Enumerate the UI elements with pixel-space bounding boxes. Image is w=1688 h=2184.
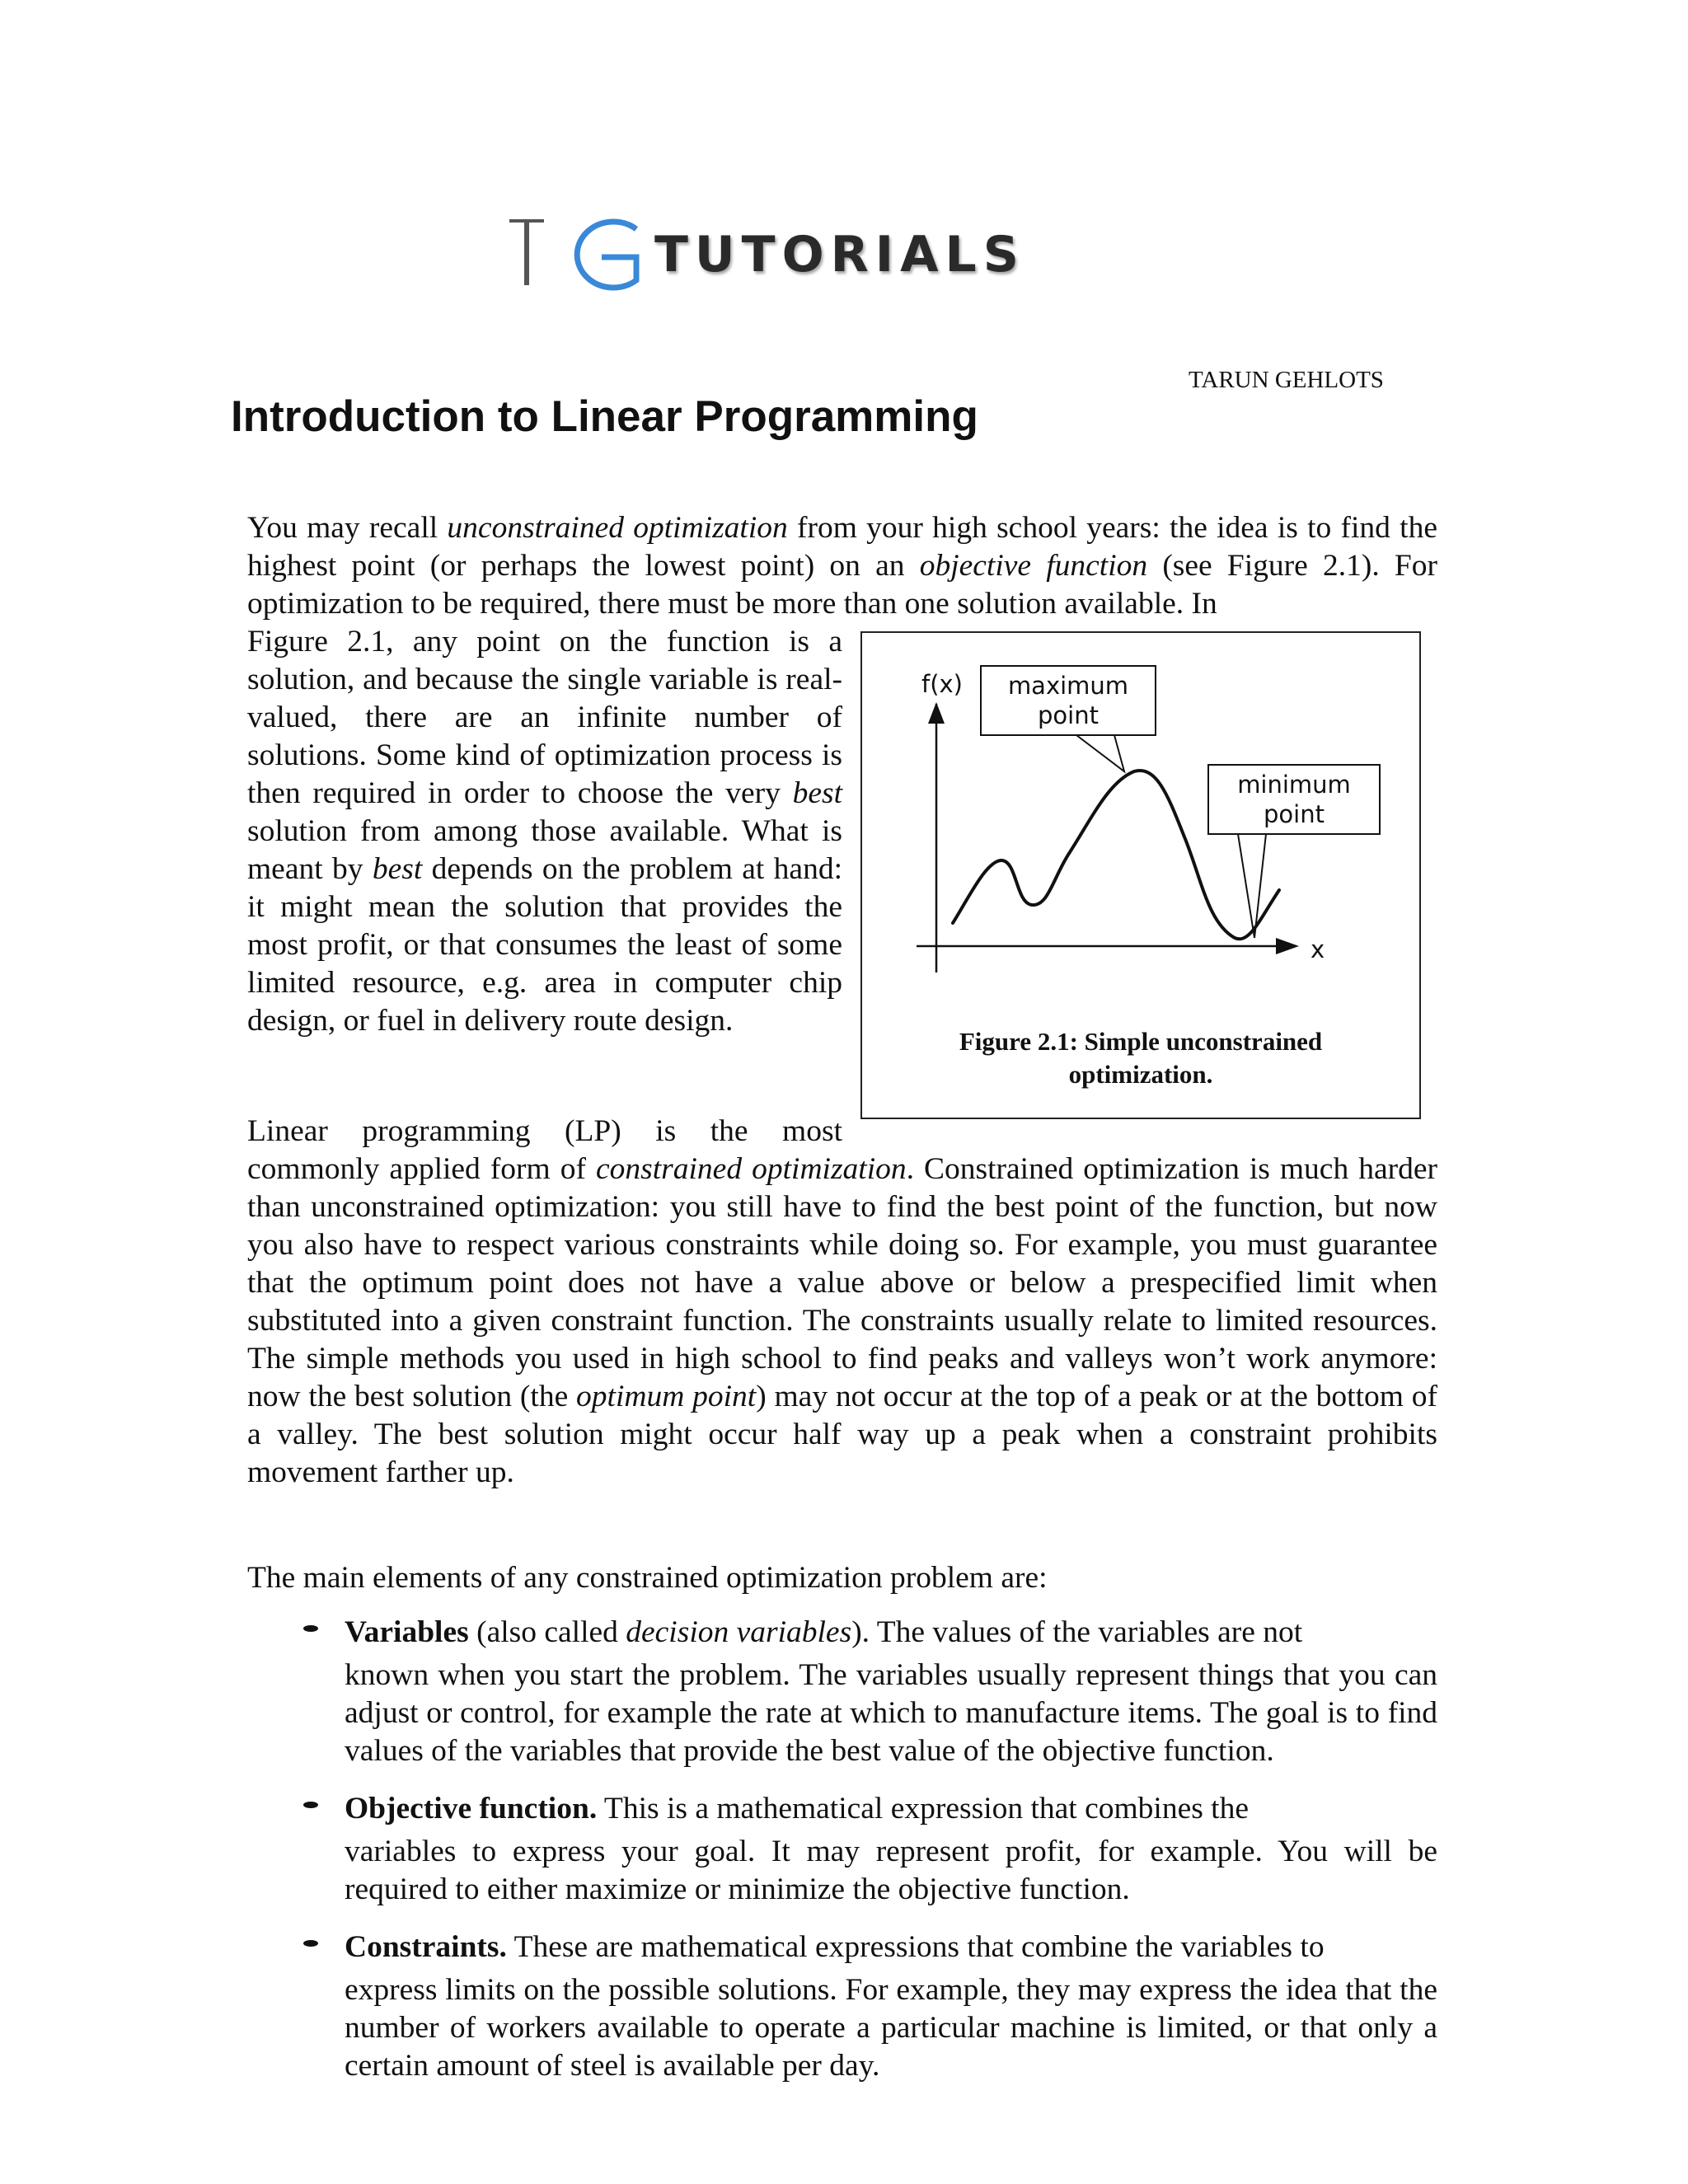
lp-paragraph: commonly applied form of constrained optimization. Constrained optimization is much harder than unconstrained optimization: you still have to find the best point of the function, but now you also have to respect various constraints while doing so. For example, you must guarantee that the optimum point does not have a value above or below a prespecified limit when substituted into a given constraint function. The constraints usually relate to limited resources. The simple methods you used in high school to find peaks and valleys won’t work anymore: now the best solution (the optimum point) may not occur at the top of a peak or at the bottom of a valley. The best solution might occur half way up a peak when a constraint prohibits movement farther up. [247, 1152, 1437, 1489]
figure-2-1 [860, 631, 1421, 1119]
logo-wordmark: TUTORIALS [654, 226, 1025, 284]
x-axis-label: x [1311, 935, 1325, 963]
intro-paragraph: You may recall unconstrained optimization from your high school years: the idea is to find the highest point (or perhaps the lowest point) on an objective function (see Figure 2.1). For optimization to be required, there must be more than one solution available. In [247, 511, 1438, 621]
bullet-icon [303, 1625, 318, 1632]
bullet-icon [303, 1802, 318, 1808]
lp-paragraph-first-line: Linear programming (LP) is the most [247, 1114, 842, 1148]
author-name: TARUN GEHLOTS [1189, 367, 1384, 393]
caption-line2: optimization. [1068, 1060, 1213, 1089]
y-axis-label: f(x) [921, 670, 963, 698]
minimum-label-line1: minimum [1237, 771, 1351, 799]
maximum-label-line1: maximum [1007, 672, 1129, 700]
minimum-label-line2: point [1264, 800, 1325, 828]
maximum-label-line2: point [1038, 701, 1099, 729]
x-axis-arrow-icon [1276, 938, 1299, 954]
minimum-callout-pointer [1238, 834, 1266, 938]
bullet-icon [303, 1940, 318, 1947]
figure-caption [862, 1025, 1419, 1091]
caption-line1: Figure 2.1: Simple unconstrained [959, 1027, 1323, 1056]
elements-intro: The main elements of any constrained optimization problem are: [247, 1561, 1048, 1595]
intro-paragraph-continued: Figure 2.1, any point on the function is a solution, and because the single variable is real-valued, there are an infinite number of solutions. Some kind of optimization process is then required in order to choose the very best solution from among those available. What is meant by best depends on the problem at hand: it might mean the solution that provides the most profit, or that consumes the least of some limited resource, e.g. area in computer chip design, or fuel in delivery route design. [247, 625, 842, 1038]
y-axis-arrow-icon [928, 702, 945, 724]
tg-logo-icon [504, 211, 653, 293]
page-title: Introduction to Linear Programming [231, 392, 978, 441]
list-item: Constraints. These are mathematical expressions that combine the variables to express limits on the possible solutions. For example, they may express the idea that the number of workers available to operate a particular machine is limited, or that only a certain amount of steel is available per day. [247, 1924, 1437, 2085]
maximum-callout-pointer [1076, 735, 1124, 771]
list-item: Objective function. This is a mathematical expression that combines the variables to express your goal. It may represent profit, for example. You will be required to either maximize or minimize the objective function. [247, 1785, 1437, 1909]
tg-tutorials-logo [504, 211, 1098, 293]
list-item: Variables (also called decision variables). The values of the variables are not known when you start the problem. The variables usually represent things that you can adjust or control, for example the rate at which to manufacture items. The goal is to find values of the variables that provide the best value of the objective function. [247, 1609, 1437, 1770]
elements-list [247, 1609, 1437, 2100]
